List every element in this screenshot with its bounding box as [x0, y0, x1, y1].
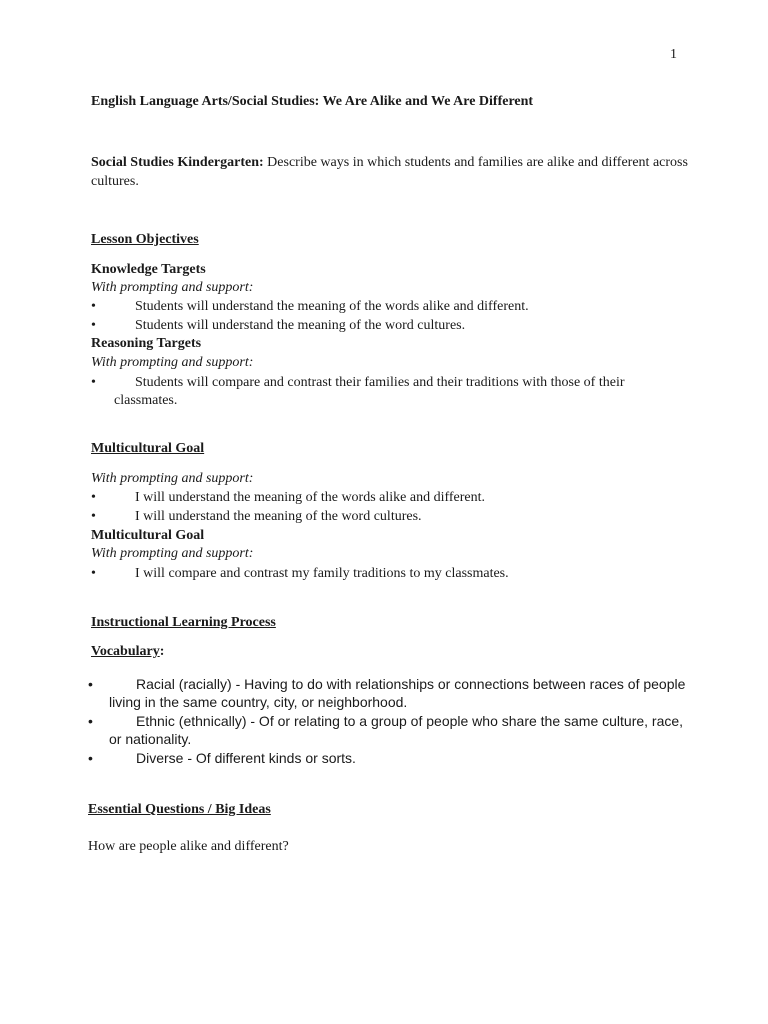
essential-questions-heading: Essential Questions / Big Ideas: [88, 802, 271, 817]
essential-question-text: How are people alike and different?: [88, 839, 289, 854]
bullet-icon: •: [91, 375, 96, 390]
standard-paragraph: [91, 153, 691, 191]
vocab-item-text: Racial (racially) - Having to do with relationships or connections between races of people living in the same country, city, or neighborhood.: [109, 676, 686, 710]
vocabulary-heading-colon: :: [159, 644, 165, 659]
reasoning-targets-note: With prompting and support:: [91, 355, 254, 370]
standard-text: Describe ways in which students and families are alike and different across cultures.: [91, 155, 688, 189]
list-item-text: Students will understand the meaning of the words alike and different.: [135, 299, 529, 314]
document-title: English Language Arts/Social Studies: We Are Alike and We Are Different: [91, 94, 534, 109]
reasoning-targets-heading: Reasoning Targets: [91, 336, 202, 351]
vocab-item-text: Ethnic (ethnically) - Of or relating to a group of people who share the same culture, race, or nationality.: [109, 713, 684, 747]
knowledge-targets-heading: Knowledge Targets: [91, 262, 206, 277]
multicultural-goal-note: With prompting and support:: [91, 471, 254, 486]
vocabulary-heading: [91, 644, 164, 660]
bullet-icon: •: [91, 490, 96, 505]
list-item-text: Students will compare and contrast their families and their traditions with those of their classmates.: [114, 375, 625, 408]
bullet-icon: •: [91, 566, 96, 581]
multicultural-goal-subnote: With prompting and support:: [91, 546, 254, 561]
instructional-process-heading: Instructional Learning Process: [91, 615, 276, 630]
multicultural-goal-heading: Multicultural Goal: [91, 441, 205, 456]
knowledge-targets-note: With prompting and support:: [91, 280, 254, 295]
bullet-icon: •: [88, 713, 93, 729]
vocab-item-text: Diverse - Of different kinds or sorts.: [136, 750, 356, 766]
multicultural-goal-subheading: Multicultural Goal: [91, 528, 205, 543]
bullet-icon: •: [91, 318, 96, 333]
vocabulary-heading-label: Vocabulary: [91, 644, 160, 659]
list-item-text: Students will understand the meaning of the word cultures.: [135, 318, 466, 333]
bullet-icon: •: [88, 750, 93, 766]
page-number: 1: [670, 47, 677, 62]
list-item-text: I will understand the meaning of the words alike and different.: [135, 490, 486, 505]
bullet-icon: •: [91, 299, 96, 314]
lesson-objectives-heading: Lesson Objectives: [91, 232, 199, 247]
list-item-text: I will understand the meaning of the word cultures.: [135, 509, 422, 524]
list-item-text: I will compare and contrast my family traditions to my classmates.: [135, 566, 509, 581]
standard-label: Social Studies Kindergarten:: [91, 155, 264, 170]
bullet-icon: •: [91, 509, 96, 524]
bullet-icon: •: [88, 676, 93, 692]
